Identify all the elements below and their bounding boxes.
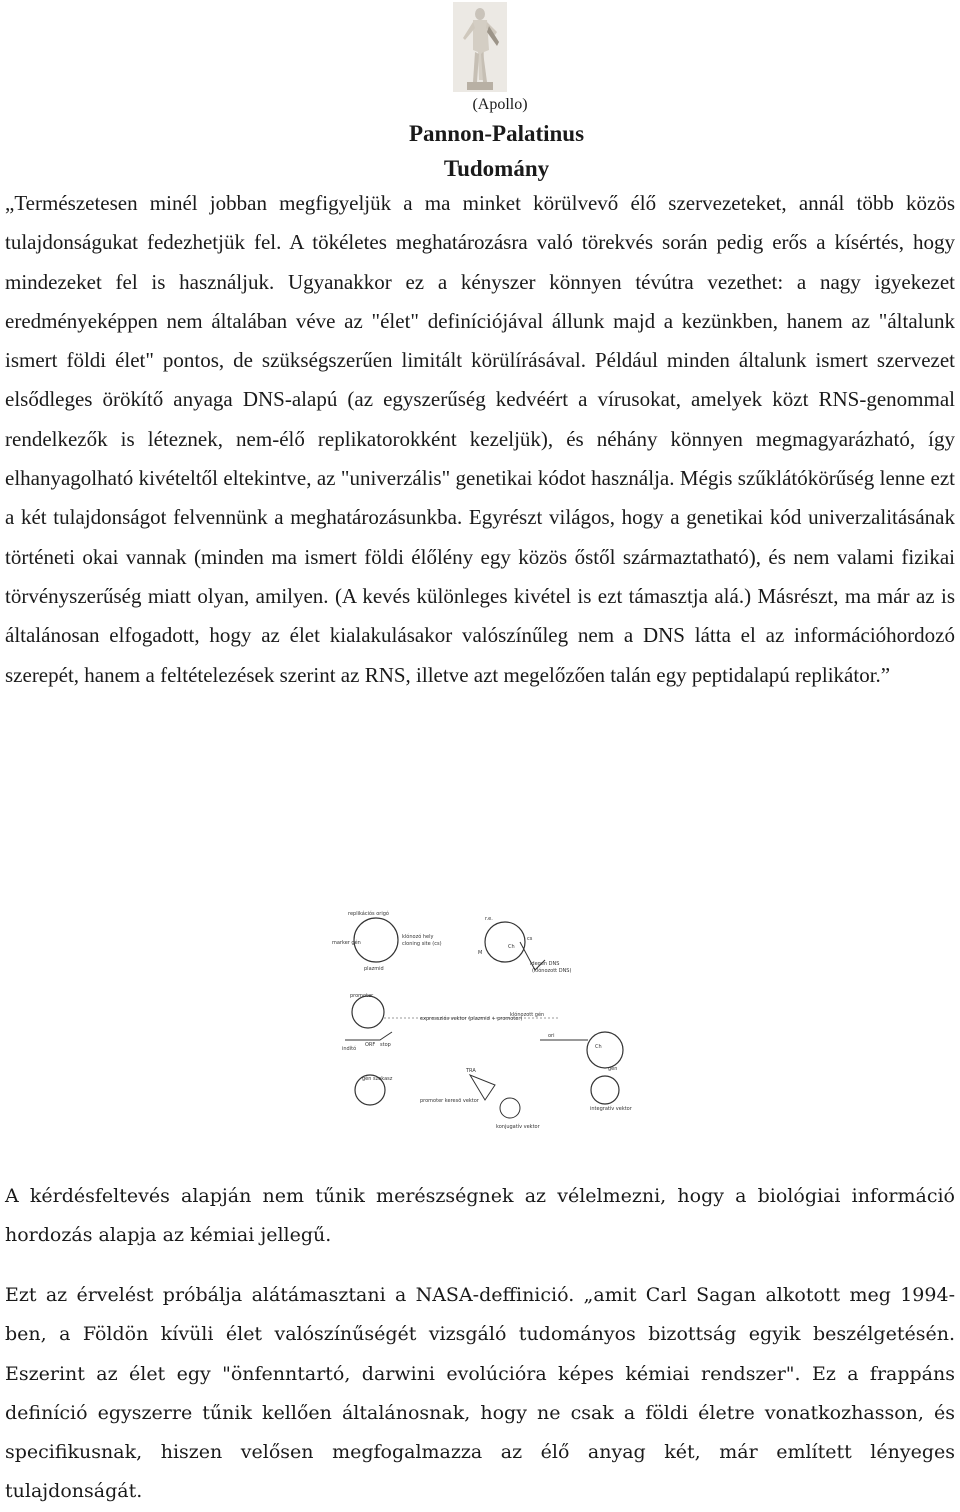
diagram-label: plazmid xyxy=(364,966,384,972)
diagram-label: ORF xyxy=(365,1042,376,1048)
body-paragraph: A kérdésfeltevés alapján nem tűnik merészségnek az vélelmezni, hogy a biológiai információ hordozás alapja az kémiai jellegű. xyxy=(5,1185,955,1247)
diagram-label: konjugatív vektor xyxy=(496,1124,540,1130)
diagram-label: ori xyxy=(548,1033,555,1039)
diagram-label: cs xyxy=(527,936,533,942)
diagram-label: Ch xyxy=(508,944,515,950)
quote-paragraph: „Természetesen minél jobban megfigyeljük a ma minket körülvevő élő szervezeteket, annál több közös tulajdonságukat fedezhetjük fel. A tökéletes meghatározásra való törekvés során pedig erős a kísértés, hogy mindezeket fel is használjuk. Ugyanakkor ez a kényszer könnyen tévútra vezethet: a nagy igyekezet eredményeképpen nem általában véve az "élet" definíciójával állunk majd a kezünkben, hanem az "általunk ismert földi élet" pontos, de szükségszerűen limitált körülírásával. Például minden általunk ismert szervezet elsődleges örökítő anyaga DNS-alapú (az egyszerűség kedvéért a vírusokat, amelyek közt RNS-genommal rendelkezők is léteznek, nem-élő replikatorokként kezeljük), és néhány könnyen megmagyarázható, így elhanyagolható kivételtől eltekintve, az "univerzális" genetikai kódot használja. Mégis szűklátókörűség lenne ezt a két tulajdonságot felvennünk a meghatározásunkba. Egyrészt világos, hogy a genetikai kód univerzalitásának történeti okai vannak (minden ma ismert földi élőlény egy közös őstől származtatható), és nem valami fizikai törvényszerűség miatt olyan, amilyen. (A kevés különleges kivétel is ezt támasztja alá.) Másrészt, ma már az is általánosan elfogadott, hogy az élet kialakulásakor valószínűleg nem a DNS látta el az információhordozó szerepét, hanem a feltételezések szerint az RNS, illetve azt megelőzően talán egy peptidalapú replikátor.” xyxy=(5,191,955,687)
diagram-label: (klónozott DNS) xyxy=(532,968,572,974)
diagram-label: klónozó hely xyxy=(402,934,434,940)
diagram-label: klónozott gén xyxy=(510,1012,545,1018)
diagram-label: idegen DNS xyxy=(530,961,560,967)
diagram-label: gén szakasz xyxy=(362,1076,393,1082)
diagram-label: Ch xyxy=(595,1044,602,1050)
image-caption: (Apollo) xyxy=(472,96,528,113)
diagram-label: TRA xyxy=(466,1068,476,1074)
diagram-label: promoter xyxy=(350,993,374,999)
diagram-label: M xyxy=(478,950,483,956)
body-paragraph: Ezt az érvelést próbálja alátámasztani a NASA-deffinició. „amit Carl Sagan alkotott meg 1994-ben, a Földön kívüli élet valószínűségét vizsgáló tudományos bizottság egyik beszélgetésén. Eszerint az élet egy "önfenntartó, darwini evolúcióra képes kémiai rendszer". Ez a frappáns definíció egyszerre tűnik kellően általánosnak, hogy ne csak a földi életre vonatkozhasson, és specifikusnak, hiszen velősen megfogalmazza az élő anyag két, már említett lényeges tulajdonságát. xyxy=(5,1284,955,1503)
diagram-label: gén xyxy=(608,1066,618,1072)
page-title: Pannon-Palatinus xyxy=(408,121,585,146)
diagram-label: r.e. xyxy=(485,916,493,922)
diagram-label: cloning site (cs) xyxy=(402,941,442,947)
diagram-label: integratív vektor xyxy=(590,1106,632,1112)
diagram-label: promoter keresö vektor xyxy=(420,1098,479,1104)
diagram-label: expressziós vektor (plazmid + promoter) xyxy=(420,1016,523,1022)
apollo-statue-image xyxy=(453,2,507,92)
page-subtitle: Tudomány xyxy=(443,156,550,181)
cloning-vectors-diagram xyxy=(320,900,650,1132)
diagram-label: replikációs origó xyxy=(348,911,389,917)
diagram-label: stop xyxy=(380,1042,391,1048)
diagram-label: marker gén xyxy=(332,940,361,946)
diagram-label: indító xyxy=(342,1046,357,1052)
